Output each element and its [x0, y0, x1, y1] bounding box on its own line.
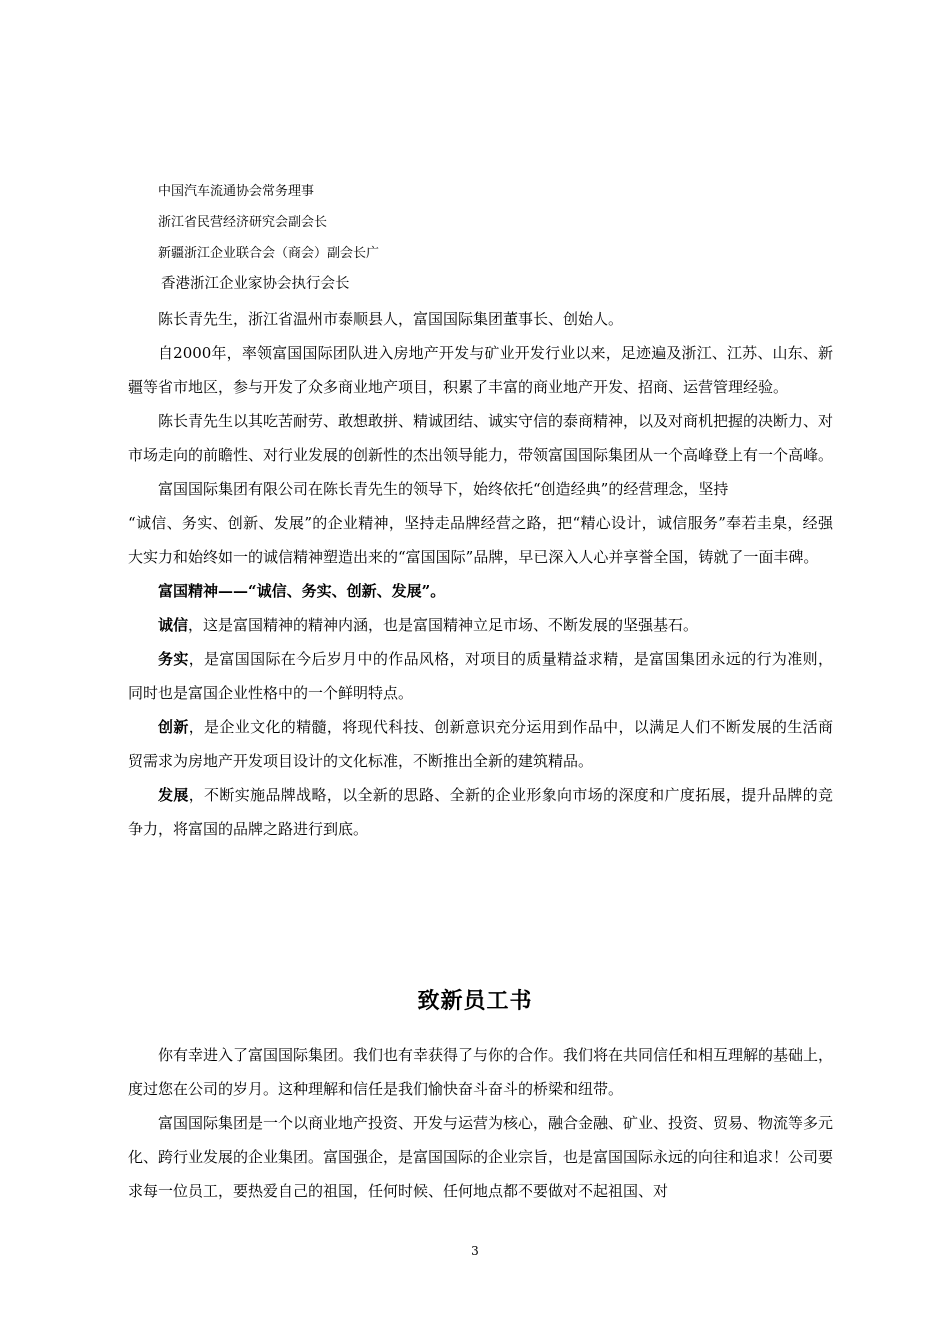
value-paragraph [128, 778, 833, 846]
title-line: 新疆浙江企业联合会（商会）副会长广 [158, 246, 380, 261]
value-paragraph [128, 710, 833, 778]
title-line: 香港浙江企业家协会执行会长 [161, 276, 350, 292]
value-term: 务实 [158, 650, 189, 668]
value-term: 发展 [158, 786, 189, 804]
spirit-heading [128, 574, 833, 608]
letter-section [128, 1038, 833, 1208]
value-term: 创新 [158, 718, 189, 736]
career-paragraph: 自2000年，率领富国国际团队进入房地产开发与矿业开发行业以来，足迹遍及浙江、江苏、山东、新疆等省市地区，参与开发了众多商业地产项目，积累了丰富的商业地产开发、招商、运营管理经验。 [128, 344, 833, 396]
value-paragraph [128, 642, 833, 710]
company-paragraph-2: “诚信、务实、创新、发展”的企业精神，坚持走品牌经营之路，把“精心设计，诚信服务”奉若圭臬，经强大实力和始终如一的诚信精神塑造出来的“富国国际”品牌，早已深入人心并享誉全国，铸就了一面丰碑。 [128, 514, 833, 566]
letter-paragraph: 富国国际集团是一个以商业地产投资、开发与运营为核心，融合金融、矿业、投资、贸易、物流等多元化、跨行业发展的企业集团。富国强企，是富国国际的企业宗旨，也是富国国际永远的向往和追求！公司要求每一位员工，要热爱自己的祖国，任何时候、任何地点都不要做对不起祖国、对 [128, 1114, 834, 1200]
value-text: ，这是富国精神的精神内涵，也是富国精神立足市场、不断发展的坚强基石。 [188, 616, 699, 634]
title-line: 浙江省民营经济研究会副会长 [158, 215, 328, 230]
value-text: ，是富国国际在今后岁月中的作品风格，对项目的质量精益求精，是富国集团永远的行为准则，同时也是富国企业性格中的一个鲜明特点。 [128, 650, 833, 702]
letter-title: 致新员工书 [417, 989, 533, 1014]
intro-paragraph: 陈长青先生，浙江省温州市泰顺县人，富国国际集团董事长、创始人。 [158, 310, 624, 328]
value-text: ，是企业文化的精髓，将现代科技、创新意识充分运用到作品中，以满足人们不断发展的生活商贸需求为房地产开发项目设计的文化标准，不断推出全新的建筑精品。 [128, 718, 833, 770]
spirit-heading-text: 富国精神——“诚信、务实、创新、发展”。 [158, 582, 446, 600]
title-list [158, 176, 858, 300]
value-text: ，不断实施品牌战略，以全新的思路、全新的企业形象向市场的深度和广度拓展，提升品牌的竞争力，将富国的品牌之路进行到底。 [128, 786, 833, 838]
page-number: 3 [471, 1244, 479, 1258]
biography-section [128, 302, 833, 846]
letter-paragraph: 你有幸进入了富国国际集团。我们也有幸获得了与你的合作。我们将在共同信任和相互理解的基础上，度过您在公司的岁月。这种理解和信任是我们愉快奋斗奋斗的桥梁和纽带。 [128, 1046, 834, 1098]
value-term: 诚信 [158, 616, 189, 634]
company-paragraph-1: 富国国际集团有限公司在陈长青先生的领导下，始终依托“创造经典”的经营理念，坚持 [158, 480, 729, 498]
spirit-paragraph: 陈长青先生以其吃苦耐劳、敢想敢拼、精诚团结、诚实守信的泰商精神，以及对商机把握的决断力、对市场走向的前瞻性、对行业发展的创新性的杰出领导能力，带领富国国际集团从一个高峰登上有一个高峰。 [128, 412, 834, 464]
value-paragraph [128, 608, 833, 642]
title-line: 中国汽车流通协会常务理事 [158, 184, 315, 199]
